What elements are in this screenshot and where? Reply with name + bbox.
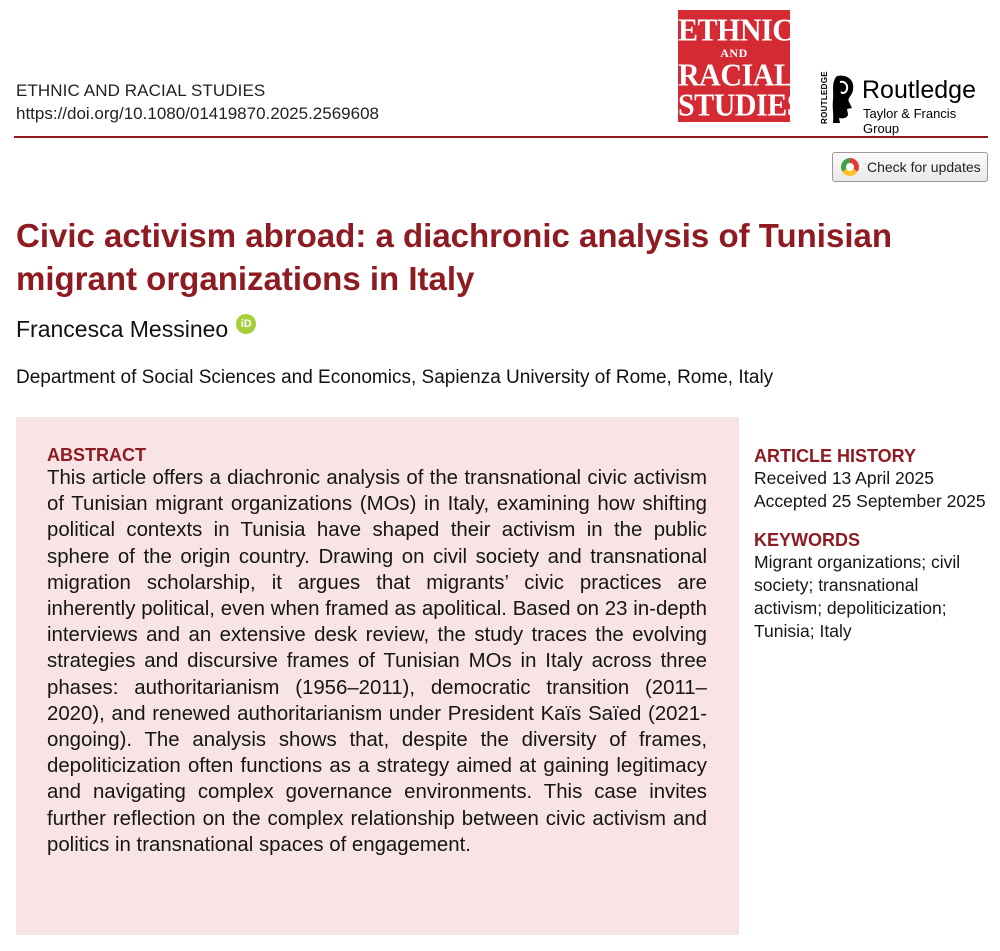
article-history-heading: ARTICLE HISTORY — [754, 446, 917, 466]
routledge-head-icon — [831, 74, 857, 124]
publisher-name: Routledge — [862, 76, 976, 104]
author-name[interactable]: Francesca Messineo — [16, 316, 229, 342]
author-line — [16, 316, 256, 343]
keywords-list: Migrant organizations; civil society; transnational activism; depoliticization; Tunisia; Italy — [754, 552, 961, 641]
orcid-icon[interactable]: iD — [236, 314, 256, 334]
article-title: Civic activism abroad: a diachronic analysis of Tunisian migrant organizations in Italy — [16, 217, 892, 297]
doi-link[interactable]: https://doi.org/10.1080/01419870.2025.2569608 — [16, 104, 379, 123]
abstract-box — [16, 417, 739, 935]
journal-logo-line3: RACIAL — [678, 58, 794, 93]
publisher-vertical-label: ROUTLEDGE — [820, 71, 829, 124]
header-divider — [14, 136, 988, 138]
keywords-block — [754, 529, 990, 643]
journal-logo-line1: ETHNIC — [678, 13, 794, 48]
abstract-heading: ABSTRACT — [47, 445, 146, 465]
accepted-date: Accepted 25 September 2025 — [754, 491, 986, 511]
journal-logo-line4: STUDIES — [678, 88, 803, 123]
keywords-heading: KEYWORDS — [754, 530, 861, 550]
journal-logo-line2: AND — [720, 46, 748, 60]
check-for-updates-label: Check for updates — [867, 159, 981, 175]
received-date: Received 13 April 2025 — [754, 468, 934, 488]
abstract-text: This article offers a diachronic analysis of the transnational civic activism of Tunisian migrant organizations (MOs) in Italy, examining how shifting political contexts in Tunisia have shaped their activism in the public sphere of the origin country. Drawing on civil society and transnational migration scholarship, it argues that migrants’ civic practices are inherently political, even when framed as apolitical. Based on 23 in-depth interviews and an extensive desk review, the study traces the evolving strategies and discursive frames of Tunisian MOs in Italy across three phases: authoritarianism (1956–2011), democratic transition (2011–2020), and renewed authoritarianism under President Kaïs Saïed (2021-ongoing). The analysis shows that, despite the diversity of frames, depoliticization often functions as a strategy aimed at gaining legitimacy and navigating complex governance environments. This case invites further reflection on the complex relationship between civic activism and politics in transnational spaces of engagement. — [47, 467, 707, 856]
article-sidebar — [754, 445, 990, 643]
author-affiliation: Department of Social Sciences and Economics, Sapienza University of Rome, Rome, Italy — [16, 367, 774, 388]
check-updates-icon — [841, 158, 859, 176]
check-for-updates-button[interactable] — [832, 152, 988, 182]
journal-name: ETHNIC AND RACIAL STUDIES — [16, 81, 266, 100]
publisher-logo[interactable] — [820, 71, 995, 136]
journal-logo[interactable] — [678, 10, 803, 123]
publisher-group: Taylor & Francis Group — [863, 106, 957, 136]
